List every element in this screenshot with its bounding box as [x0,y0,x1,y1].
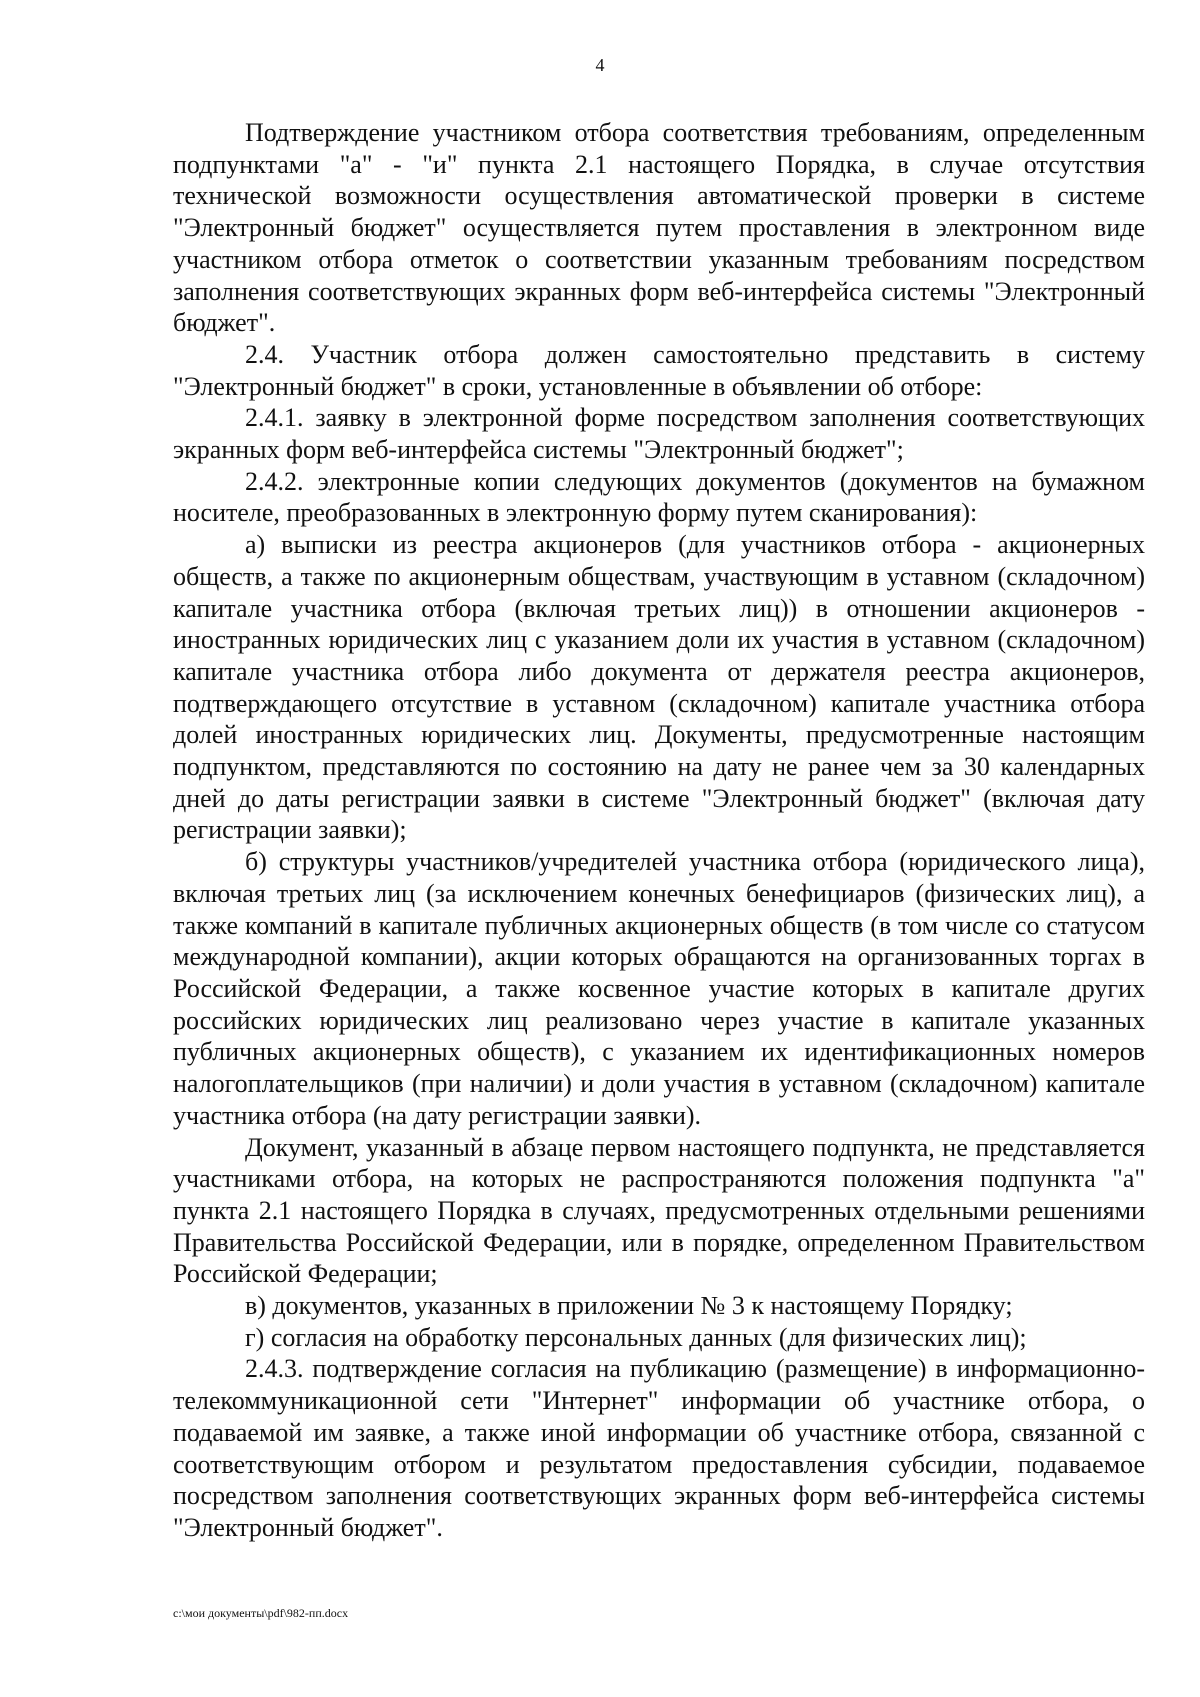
page-number: 4 [595,55,605,75]
paragraph-item-a: а) выписки из реестра акционеров (для участников отбора - акционерных обществ, а также по акционерным обществам, участвующим в уставном (складочном) капитале участника отбора (включая третьих лиц)) в отношении акционеров - иностранных юридических лиц с указанием доли их участия в уставном (складочном) капитале участника отбора либо документа от держателя реестра акционеров, подтверждающего отсутствие в уставном (складочном) капитале участника отбора долей иностранных юридических лиц. Документы, предусмотренные настоящим подпунктом, представляются по состоянию на дату не ранее чем за 30 календарных дней до даты регистрации заявки в системе "Электронный бюджет" (включая дату регистрации заявки); [173,530,1145,845]
paragraph-item-b: б) структуры участников/учредителей участника отбора (юридического лица), включая третьих лиц (за исключением конечных бенефициаров (физических лиц), а также компаний в капитале публичных акционерных обществ (в том числе со статусом международной компании), акции которых обращаются на организованных торгах в Российской Федерации, а также косвенное участие которых в капитале других российских юридических лиц реализовано через участие в капитале указанных публичных акционерных обществ), с указанием их идентификационных номеров налогоплательщиков (при наличии) и доли участия в уставном (складочном) капитале участника отбора (на дату регистрации заявки). [173,847,1145,1130]
paragraph-2-4-2: 2.4.2. электронные копии следующих документов (документов на бумажном носителе, преобразованных в электронную форму путем сканирования): [173,466,1145,528]
footer-file-path: c:\мои документы\pdf\982-пп.docx [173,1606,349,1620]
paragraph-document-note: Документ, указанный в абзаце первом настоящего подпункта, не представляется участниками отбора, на которых не распространяются положения подпункта "а" пункта 2.1 настоящего Порядка в случаях, предусмотренных отдельными решениями Правительства Российской Федерации, или в порядке, определенном Правительством Российской Федерации; [173,1132,1145,1289]
paragraph-item-v: в) документов, указанных в приложении № 3 к настоящему Порядку; [245,1291,1013,1321]
document-body [173,117,1145,1544]
paragraph-2-4-1: 2.4.1. заявку в электронной форме посредством заполнения соответствующих экранных форм веб-интерфейса системы "Электронный бюджет"; [173,403,1145,465]
paragraph-2-4: 2.4. Участник отбора должен самостоятельно представить в систему "Электронный бюджет" в сроки, установленные в объявлении об отборе: [173,339,1145,401]
paragraph-item-g: г) согласия на обработку персональных данных (для физических лиц); [245,1322,1027,1352]
paragraph-confirmation: Подтверждение участником отбора соответствия требованиям, определенным подпунктами "а" - "и" пункта 2.1 настоящего Порядка, в случае отсутствия технической возможности осуществления автоматической проверки в системе "Электронный бюджет" осуществляется путем проставления в электронном виде участником отбора отметок о соответствии указанным требованиям посредством заполнения соответствующих экранных форм веб-интерфейса системы "Электронный бюджет". [173,118,1145,338]
paragraph-2-4-3: 2.4.3. подтверждение согласия на публикацию (размещение) в информационно-телекоммуникационной сети "Интернет" информации об участнике отбора, о подаваемой им заявке, а также иной информации об участнике отбора, связанной с соответствующим отбором и результатом предоставления субсидии, подаваемое посредством заполнения соответствующих экранных форм веб-интерфейса системы "Электронный бюджет". [173,1354,1145,1542]
